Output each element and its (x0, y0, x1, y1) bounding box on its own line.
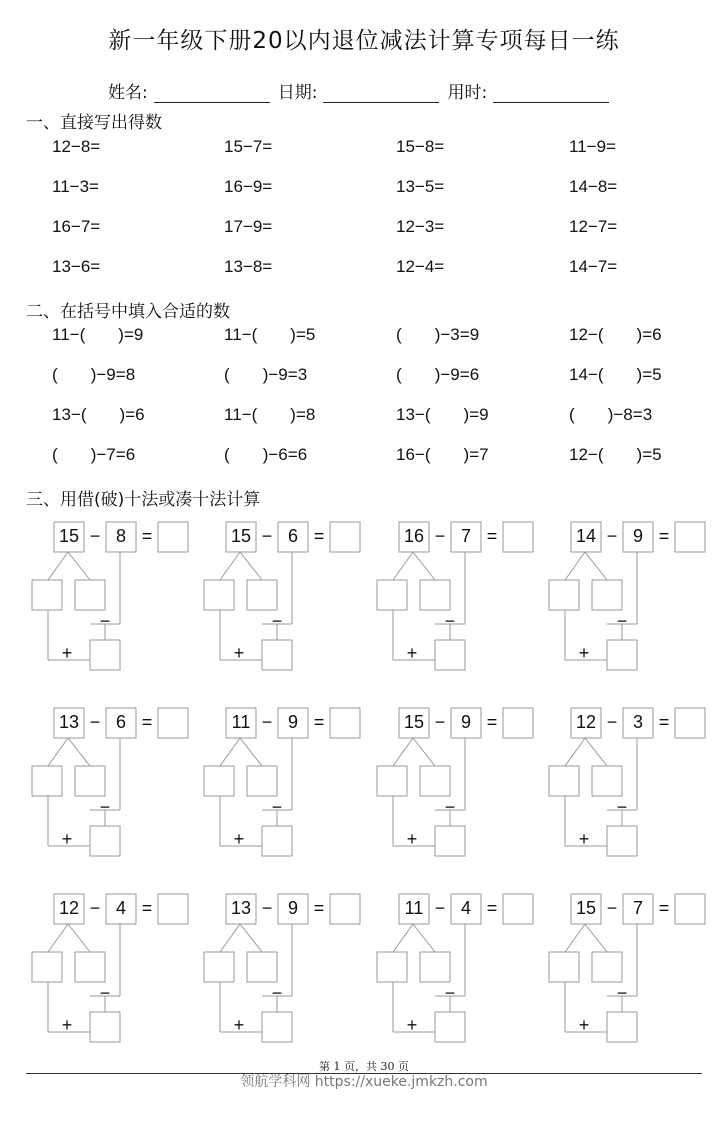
answer-box[interactable] (503, 522, 533, 552)
equals-sign: = (658, 526, 670, 546)
decomposition-diagram (549, 894, 719, 1054)
equals-sign: = (313, 712, 325, 732)
fill-in-blank-problem[interactable]: 12−( )=6 (569, 325, 662, 344)
split-box-left[interactable] (32, 766, 62, 796)
page-number: 第 1 页，共 30 页 (319, 1060, 409, 1073)
arithmetic-problem: 15−8= (396, 137, 445, 156)
minuend-value: 13 (58, 712, 80, 732)
time-label: 用时: (447, 83, 488, 103)
decomposition-diagram (549, 708, 719, 868)
minus-sign: − (606, 712, 618, 732)
plus-operator: + (406, 1015, 418, 1035)
minus-operator: − (99, 797, 111, 817)
minuend-value: 11 (231, 712, 251, 732)
minuend-value: 15 (403, 712, 425, 732)
plus-operator: + (61, 829, 73, 849)
fill-in-blank-problem[interactable]: 14−( )=5 (569, 365, 662, 384)
fill-in-blank-problem[interactable]: 13−( )=6 (52, 405, 145, 424)
footer-watermark: 领航学科网 https://xueke.jmkzh.com (240, 1074, 488, 1090)
branch-line-right (68, 738, 90, 766)
subtrahend-value: 7 (632, 898, 643, 918)
fill-in-blank-problem[interactable]: 11−( )=8 (224, 405, 316, 424)
answer-box[interactable] (675, 708, 705, 738)
minus-operator: − (444, 611, 456, 631)
decomposition-diagram (32, 894, 202, 1054)
equals-sign: = (313, 526, 325, 546)
intermediate-box[interactable] (607, 826, 637, 856)
subtrahend-value: 8 (115, 526, 126, 546)
decomposition-diagram (377, 708, 547, 868)
minus-operator: − (616, 797, 628, 817)
decomposition-diagram (377, 522, 547, 682)
decomposition-diagram (377, 894, 547, 1054)
plus-operator: + (233, 829, 245, 849)
split-box-left[interactable] (377, 952, 407, 982)
intermediate-box[interactable] (262, 640, 292, 670)
arithmetic-problem: 17−9= (224, 217, 273, 236)
answer-box[interactable] (503, 708, 533, 738)
decomposition-diagram (204, 522, 374, 682)
branch-line-right (585, 738, 607, 766)
branch-line-left (220, 738, 240, 766)
minuend-value: 11 (404, 898, 424, 918)
branch-line-left (48, 552, 68, 580)
plus-operator: + (406, 643, 418, 663)
answer-box[interactable] (330, 708, 360, 738)
split-box-left[interactable] (549, 580, 579, 610)
fill-in-blank-problem[interactable]: 13−( )=9 (396, 405, 489, 424)
equals-sign: = (486, 526, 498, 546)
split-box-left[interactable] (377, 766, 407, 796)
decomposition-diagram (32, 522, 202, 682)
arithmetic-problem: 13−6= (52, 257, 101, 276)
branch-line-left (565, 552, 585, 580)
minus-operator: − (444, 983, 456, 1003)
answer-box[interactable] (675, 894, 705, 924)
arithmetic-problem: 11−3= (52, 177, 99, 196)
plus-operator: + (578, 1015, 590, 1035)
equals-sign: = (486, 898, 498, 918)
arithmetic-problem: 12−3= (396, 217, 445, 236)
arithmetic-problem: 16−9= (224, 177, 273, 196)
decomposition-diagram (204, 708, 374, 868)
branch-line-left (48, 738, 68, 766)
split-box-left[interactable] (204, 952, 234, 982)
subtrahend-value: 6 (287, 526, 298, 546)
minuend-value: 15 (575, 898, 597, 918)
arithmetic-problem: 14−7= (569, 257, 618, 276)
branch-line-right (68, 924, 90, 952)
fill-in-blank-problem[interactable]: ( )−3=9 (396, 325, 480, 344)
arithmetic-problem: 14−8= (569, 177, 618, 196)
minus-operator: − (99, 611, 111, 631)
equals-sign: = (658, 712, 670, 732)
minus-sign: − (261, 526, 273, 546)
intermediate-box[interactable] (262, 1012, 292, 1042)
equals-sign: = (141, 898, 153, 918)
branch-line-left (393, 552, 413, 580)
equals-sign: = (486, 712, 498, 732)
minuend-value: 15 (58, 526, 80, 546)
fill-in-blank-problem[interactable]: ( )−8=3 (569, 405, 653, 424)
section-2-title: 二、在括号中填入合适的数 (26, 302, 230, 322)
decomposition-diagram (32, 708, 202, 868)
branch-line-left (48, 924, 68, 952)
minuend-value: 16 (403, 526, 425, 546)
split-box-left[interactable] (32, 580, 62, 610)
minus-operator: − (444, 797, 456, 817)
arithmetic-problem: 11−9= (569, 137, 616, 156)
split-box-right[interactable] (247, 766, 277, 796)
intermediate-box[interactable] (90, 826, 120, 856)
intermediate-box[interactable] (90, 1012, 120, 1042)
equals-sign: = (313, 898, 325, 918)
date-label: 日期: (277, 83, 318, 103)
branch-line-left (220, 924, 240, 952)
minus-sign: − (434, 898, 446, 918)
page-title: 新一年级下册20以内退位减法计算专项每日一练 (108, 28, 620, 54)
plus-operator: + (233, 643, 245, 663)
intermediate-box[interactable] (435, 640, 465, 670)
arithmetic-problem: 12−8= (52, 137, 101, 156)
branch-line-left (393, 738, 413, 766)
subtrahend-value: 9 (632, 526, 643, 546)
intermediate-box[interactable] (435, 826, 465, 856)
branch-line-left (220, 552, 240, 580)
answer-box[interactable] (503, 894, 533, 924)
intermediate-box[interactable] (607, 1012, 637, 1042)
minus-operator: − (271, 797, 283, 817)
minus-operator: − (271, 983, 283, 1003)
plus-operator: + (578, 829, 590, 849)
fill-in-blank-problem[interactable]: ( )−6=6 (224, 445, 308, 464)
arithmetic-problem: 12−7= (569, 217, 618, 236)
answer-box[interactable] (330, 894, 360, 924)
plus-operator: + (406, 829, 418, 849)
equals-sign: = (141, 712, 153, 732)
intermediate-box[interactable] (435, 1012, 465, 1042)
split-box-right[interactable] (592, 766, 622, 796)
minuend-value: 12 (58, 898, 80, 918)
branch-line-left (393, 924, 413, 952)
split-box-right[interactable] (247, 952, 277, 982)
arithmetic-problem: 16−7= (52, 217, 101, 236)
time-blank[interactable] (493, 84, 609, 103)
minus-sign: − (89, 712, 101, 732)
answer-box[interactable] (330, 522, 360, 552)
subtrahend-value: 4 (460, 898, 471, 918)
decomposition-diagram (204, 894, 374, 1054)
student-info-row (108, 78, 609, 103)
intermediate-box[interactable] (607, 640, 637, 670)
branch-line-right (413, 552, 435, 580)
split-box-left[interactable] (377, 580, 407, 610)
arithmetic-problem: 15−7= (224, 137, 273, 156)
branch-line-right (413, 738, 435, 766)
fill-in-blank-problem[interactable]: ( )−9=3 (224, 365, 308, 384)
branch-line-right (240, 738, 262, 766)
date-blank[interactable] (323, 84, 439, 103)
split-box-right[interactable] (420, 580, 450, 610)
branch-line-right (413, 924, 435, 952)
split-box-left[interactable] (549, 952, 579, 982)
arithmetic-problem: 13−5= (396, 177, 445, 196)
minus-sign: − (261, 712, 273, 732)
branch-line-right (585, 552, 607, 580)
minus-operator: − (616, 983, 628, 1003)
answer-box[interactable] (158, 894, 188, 924)
branch-line-left (565, 738, 585, 766)
equals-sign: = (658, 898, 670, 918)
branch-line-right (68, 552, 90, 580)
minus-sign: − (89, 526, 101, 546)
minuend-value: 14 (575, 526, 597, 546)
intermediate-box[interactable] (262, 826, 292, 856)
minus-sign: − (434, 712, 446, 732)
split-box-right[interactable] (75, 952, 105, 982)
minus-sign: − (606, 526, 618, 546)
answer-box[interactable] (675, 522, 705, 552)
answer-box[interactable] (158, 522, 188, 552)
branch-line-right (585, 924, 607, 952)
minuend-value: 15 (230, 526, 252, 546)
minus-operator: − (271, 611, 283, 631)
split-box-left[interactable] (204, 580, 234, 610)
branch-line-right (240, 924, 262, 952)
name-blank[interactable] (154, 84, 270, 103)
split-box-right[interactable] (592, 580, 622, 610)
fill-in-blank-problem[interactable]: 11−( )=5 (224, 325, 316, 344)
plus-operator: + (61, 1015, 73, 1035)
minuend-value: 13 (230, 898, 252, 918)
split-box-left[interactable] (549, 766, 579, 796)
subtrahend-value: 3 (632, 712, 643, 732)
section-3-title: 三、用借(破)十法或凑十法计算 (26, 490, 261, 510)
arithmetic-problem: 13−8= (224, 257, 273, 276)
split-box-right[interactable] (75, 766, 105, 796)
subtrahend-value: 6 (115, 712, 126, 732)
branch-line-right (240, 552, 262, 580)
plus-operator: + (578, 643, 590, 663)
name-label: 姓名: (108, 83, 148, 103)
minus-sign: − (606, 898, 618, 918)
fill-in-blank-problem[interactable]: 16−( )=7 (396, 445, 489, 464)
fill-in-blank-problem[interactable]: ( )−9=8 (52, 365, 136, 384)
split-box-right[interactable] (420, 952, 450, 982)
answer-box[interactable] (158, 708, 188, 738)
split-box-left[interactable] (32, 952, 62, 982)
split-box-right[interactable] (420, 766, 450, 796)
plus-operator: + (233, 1015, 245, 1035)
plus-operator: + (61, 643, 73, 663)
subtrahend-value: 9 (287, 712, 298, 732)
split-box-right[interactable] (75, 580, 105, 610)
split-box-right[interactable] (592, 952, 622, 982)
arithmetic-problem: 12−4= (396, 257, 445, 276)
split-box-right[interactable] (247, 580, 277, 610)
minuend-value: 12 (575, 712, 597, 732)
subtrahend-value: 9 (460, 712, 471, 732)
minus-sign: − (89, 898, 101, 918)
section-1-title: 一、直接写出得数 (26, 113, 162, 133)
fill-in-blank-problem[interactable]: 11−( )=9 (52, 325, 144, 344)
intermediate-box[interactable] (90, 640, 120, 670)
decomposition-diagram (549, 522, 719, 682)
branch-line-left (565, 924, 585, 952)
split-box-left[interactable] (204, 766, 234, 796)
fill-in-blank-problem[interactable]: ( )−7=6 (52, 445, 136, 464)
minus-sign: − (434, 526, 446, 546)
minus-sign: − (261, 898, 273, 918)
subtrahend-value: 4 (115, 898, 126, 918)
minus-operator: − (616, 611, 628, 631)
subtrahend-value: 7 (460, 526, 471, 546)
subtrahend-value: 9 (287, 898, 298, 918)
minus-operator: − (99, 983, 111, 1003)
fill-in-blank-problem[interactable]: ( )−9=6 (396, 365, 480, 384)
fill-in-blank-problem[interactable]: 12−( )=5 (569, 445, 662, 464)
equals-sign: = (141, 526, 153, 546)
